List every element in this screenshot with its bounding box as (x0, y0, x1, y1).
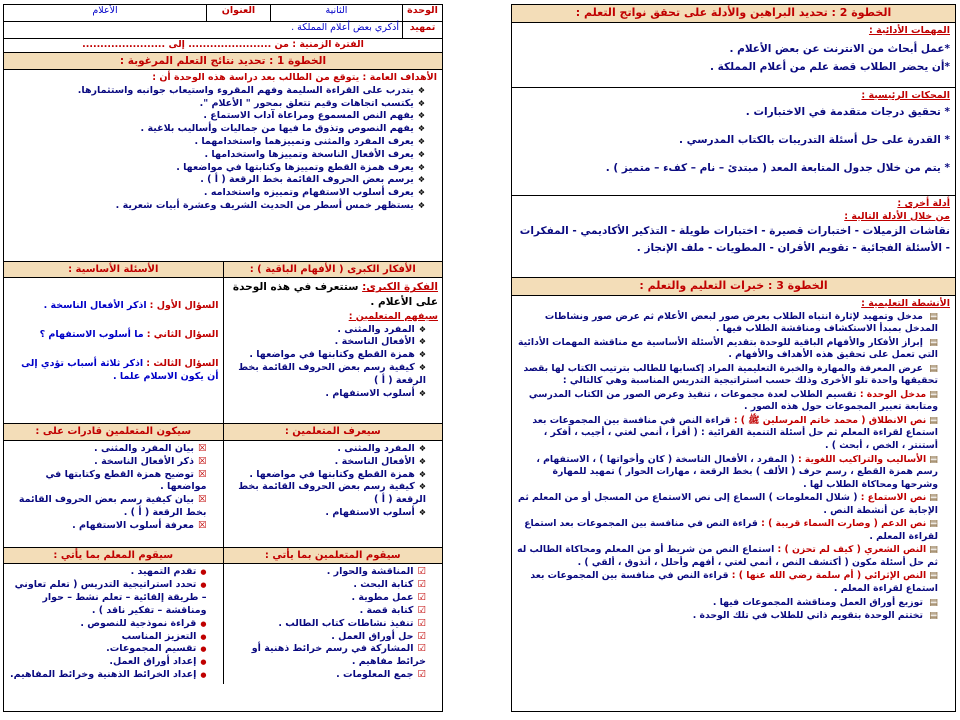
understand-list (228, 324, 439, 401)
list-item: ❖ كيفية رسم بعض الحروف القائمة بخط الرقعة ( أ ) (228, 481, 427, 507)
unit-value: الثانية (270, 5, 402, 21)
activities-title: الأنشطة التعليمية : (861, 297, 950, 309)
list-item: ❖ يستظهر خمس أسطر من الحديث الشريف وعشرة أبيات شعرية . (9, 200, 425, 213)
list-item: ❖ يفهم النص المسموع ومراعاة آداب الاستماع . (9, 110, 425, 123)
ideas-questions-body (4, 278, 442, 424)
performance-item: *أن يحضر الطلاب قصة علم من أعلام المملكة . (709, 60, 950, 73)
do-body (4, 564, 442, 683)
q3-text: اذكر ثلاثة أسباب تؤدي إلى أن يكون الاسلام علما . (21, 358, 219, 382)
step1-header: الخطوة 1 : تحديد نتائج التعلم المرغوبة : (4, 53, 442, 70)
do-header (4, 548, 442, 565)
criteria-item: * يتم من خلال جدول المتابعة المعد ( مبتدئ – نام – كفء – متميز ) . (605, 162, 950, 174)
lesson-plan-page-right (511, 4, 956, 712)
list-item: ❖ الأفعال الناسخة . (228, 456, 427, 469)
list-item: ● تقسيم المجموعات. (8, 643, 207, 656)
learners-do-title: سيقوم المتعلمين بما يأتي : (223, 548, 443, 564)
list-item: ▤ الأساليب والتراكيب اللغوية : ( المفرد ، الأفعال الناسخة ( كان وأخواتها ) ، الاستفهام ، رسم همزة القطع ، رسم حرف ( الألف ) بخط الرقعة ، مهارات الحوار ) تمهيد للمهارة وشرحها ومحاكاة الطلاب لها . (517, 454, 938, 492)
list-item: ▤ نص الدعم ( وصارت السماء قريبة ) : قراءة النص في منافسة بين المجموعات بعد استماع لقراءة المعلم . (517, 518, 938, 543)
list-item: ❖ يعرف المفرد والمثنى وتمييزهما واستخدامهما . (9, 136, 425, 149)
header-row-intro (4, 22, 442, 39)
know-cell (223, 441, 443, 547)
list-item: ☒ توضيح همزة القطع وكتابتها في مواضعها . (8, 469, 207, 495)
list-item: ❖ أسلوب الاستفهام . (228, 388, 427, 401)
list-item: ☑ حل أوراق العمل . (228, 631, 427, 644)
list-item: ☑ كتابة البحث . (228, 579, 427, 592)
list-item: ▤ مدخل الوحدة : تقسيم الطلاب لعدة مجموعات ، تنفيذ وعرض الصور من الكتاب المدرسي ومتابعة تعبير المجموعات حول هذه الصور . (517, 389, 938, 414)
main-criteria (512, 88, 955, 196)
list-item: ▤ توزيع أوراق العمل ومناقشة المجموعات فيها . (517, 597, 938, 610)
time-period: الفترة الزمنية : من ....................... إلى ....................... (4, 39, 442, 53)
list-item: ● قراءة نموذجية للنصوص . (8, 618, 207, 631)
performance-tasks (512, 23, 955, 88)
know-list (228, 443, 439, 520)
other-subtitle: من خلال الأدلة التالية : (844, 210, 950, 222)
list-item: ● إعداد أوراق العمل. (8, 656, 207, 669)
list-item: ❖ يكتسب اتجاهات وقيم تتعلق بمحور " الأعلام ". (9, 98, 425, 111)
other-evidence (512, 196, 955, 278)
list-item: ❖ همزة القطع وكتابتها في مواضعها . (228, 469, 427, 482)
list-item: ❖ يعرف الأفعال الناسخة وتمييزها واستخدامها . (9, 149, 425, 162)
list-item: ☒ معرفة أسلوب الاستفهام . (8, 520, 207, 533)
list-item: ☑ المشاركة في رسم خرائط ذهنية أو خرائط مفاهيم . (228, 643, 427, 669)
list-item: ▤ نص الاستماع : ( شلال المعلومات ) السماع إلى نص الاستماع من المسجل أو من المعلم ثم الإجابة عن أنشطة النص . (517, 492, 938, 517)
criteria-title: المحكات الرئيسية : (861, 89, 950, 101)
know-title: سيعرف المتعلمين : (223, 424, 443, 440)
list-item: ● تقدم التمهيد . (8, 566, 207, 579)
list-item: ❖ الأفعال الناسخة . (228, 336, 427, 349)
unit-label: الوحدة (402, 5, 442, 21)
know-able-body (4, 441, 442, 548)
ideas-questions-header (4, 262, 442, 279)
big-ideas-cell (223, 278, 443, 423)
list-item: ▤ إبراز الأفكار والأفهام الباقية للوحدة بتقديم الأسئلة الأساسية مع مناقشة المهمات الأدائية التي تعمل على تحقيق هذه الأهداف والأفهام . (517, 337, 938, 362)
list-item: ● التعزيز المناسب (8, 631, 207, 644)
list-item: ❖ يفهم النصوص وتذوق ما فيها من جماليات وأساليب بلاغية . (9, 123, 425, 136)
list-item: ☒ بيان المفرد والمثنى . (8, 443, 207, 456)
list-item: ❖ يرسم بعض الحروف القائمة بخط الرقعة ( أ ) . (9, 174, 425, 187)
list-item: ☑ كتابة قصة . (228, 605, 427, 618)
teacher-do-title: سيقوم المعلم بما يأتي : (53, 549, 174, 561)
q2-text: ما أسلوب الاستفهام ؟ (39, 329, 144, 341)
q1-text: اذكر الأفعال الناسخة . (43, 300, 147, 312)
list-item: ❖ كيفية رسم بعض الحروف القائمة بخط الرقعة ( أ ) (228, 362, 427, 388)
list-item: ▤ النص الإثرائي ( أم سلمة رضي الله عنها ) : قراءة النص في منافسة بين المجموعات بعد استماع لقراءة المعلم . (517, 570, 938, 595)
learners-do-list (228, 566, 439, 681)
intro-label: تمهيد (402, 22, 442, 38)
know-able-header (4, 424, 442, 441)
list-item: ● تحدد استراتيجية التدريس ( تعلم تعاوني – طريقة إلقائية – تعلم نشط – حوار ومناقشة – تفكير ناقد ) . (8, 579, 207, 617)
other-title: أدلة أخرى : (897, 197, 950, 209)
list-item: ❖ يعرف أسلوب الاستفهام وتمييزه واستخدامه . (9, 187, 425, 200)
q2-label: السؤال الثاني : (146, 329, 219, 341)
list-item: ☑ تنفيذ نشاطات كتاب الطالب . (228, 618, 427, 631)
performance-item: *عمل أبحاث من الانترنت عن بعض الأعلام . (729, 42, 950, 55)
step3-header: الخطوة 3 : خبرات التعليم والتعلم : (512, 278, 955, 296)
basic-questions-cell (4, 278, 223, 423)
step2-header: الخطوة 2 : تحديد البراهين والأدلة على تحقق نواتج التعلم : (512, 5, 955, 23)
goals-list (9, 85, 437, 213)
understand-label: سيفهم المتعلمين : (348, 310, 438, 322)
list-item: ❖ المفرد والمثنى . (228, 324, 427, 337)
list-item: ▤ النص الشعري ( كيف لم تحزن ) : استماع النص من شريط أو من المعلم ومحاكاة الطالب له ثم حل أسئلة مكون ( أكتشف النص ، أنمي لغتي ، أفهم وأحلل ، أتذوق ، ألقي ) . (517, 544, 938, 569)
big-idea-label: الفكرة الكبرى: (362, 281, 438, 294)
list-item: ❖ يتدرب على القراءة السليمة وفهم المقروء واستيعاب جوانبه واستثمارها. (9, 85, 425, 98)
q3-label: السؤال الثالث : (146, 358, 219, 370)
list-item: ● إعداد الخرائط الذهنية وخرائط المفاهيم. (8, 669, 207, 682)
teacher-do-list (8, 566, 219, 681)
other-text: نقاشات الزميلات - اختبارات قصيرة - اختبارات طويلة - التذكير الأكاديمي - المفكرات - الأسئلة الفجائية - تقويم الأقران - المطويات - ملف الإنجاز . (519, 225, 950, 254)
q1-label: السؤال الأول : (149, 300, 219, 312)
activities-list (517, 311, 950, 623)
lesson-plan-page-left (3, 4, 443, 712)
list-item: ☒ بيان كيفية رسم بعض الحروف القائمة بخط الرقعة ( أ ) . (8, 494, 207, 520)
learners-do-cell (223, 564, 443, 683)
criteria-item: * القدرة على حل أسئلة التدريبات بالكتاب المدرسي . (678, 133, 950, 146)
header-row-unit (4, 5, 442, 22)
teacher-do-cell (4, 564, 223, 683)
list-item: ▤ نص الانطلاق ( محمد خاتم المرسلين ﷺ ) : قراءة النص في منافسة بين المجموعات بعد استماع لقراءة المعلم ثم حل أسئلة التنمية القرائية : ( أقرأ ، أنمي لغتي ، أجيب ، أفكر ، أستنتر ، الخص ، أبحث ) . (517, 415, 938, 453)
list-item: ☑ عمل مطوية . (228, 592, 427, 605)
big-ideas-title: الأفكار الكبرى ( الأفهام الباقية ) : (223, 262, 443, 278)
list-item: ▤ مدخل وتمهيد لإثارة انتباه الطلاب بعرض صور لبعض الأعلام ثم عرض صور ونشاطات المدخل بمبدأ الاستكشاف ومناقشة الطلاب فيها . (517, 311, 938, 336)
title-value: الأعلام (92, 5, 118, 16)
list-item: ☒ ذكر الأفعال الناسخة . (8, 456, 207, 469)
general-goals (4, 70, 442, 262)
list-item: ☑ المناقشة والحوار . (228, 566, 427, 579)
list-item: ☑ جمع المعلومات . (228, 669, 427, 682)
performance-title: المهمات الأدائية : (868, 24, 950, 36)
able-cell (4, 441, 223, 547)
list-item: ▤ تختتم الوحدة بتقويم ذاتي للطلاب في تلك الوحدة . (517, 610, 938, 623)
list-item: ❖ المفرد والمثنى . (228, 443, 427, 456)
list-item: ▤ عرض المعرفة والمهارة والخبرة التعليمية المراد إكسابها للطالب بترتيب الكتاب لها بقصد تحقيقها واحدة تلو الأخرى وذلك حسب استراتيجية التدريس المناسبة وهي كالتالي : (517, 363, 938, 388)
list-item: ❖ أسلوب الاستفهام . (228, 507, 427, 520)
basic-questions-title: الأسئلة الأساسية : (68, 263, 159, 275)
goals-title: الأهداف العامة : يتوقع من الطالب بعد دراسة هذه الوحدة أن : (152, 71, 437, 83)
intro-value: أذكري بعض أعلام المملكة . (291, 22, 399, 33)
able-title: سيكون المتعلمين قادرات على : (35, 426, 192, 438)
title-label: العنوان (206, 5, 270, 21)
criteria-item: * تحقيق درجات متقدمة في الاختبارات . (745, 105, 950, 118)
big-idea-text: ستتعرف في هذه الوحدة على الأعلام . (232, 281, 438, 308)
list-item: ❖ همزة القطع وكتابتها في مواضعها . (228, 349, 427, 362)
able-list (8, 443, 219, 533)
list-item: ❖ يعرف همزة القطع وتمييزها وكتابتها في مواضعها . (9, 162, 425, 175)
learning-activities (512, 296, 955, 626)
